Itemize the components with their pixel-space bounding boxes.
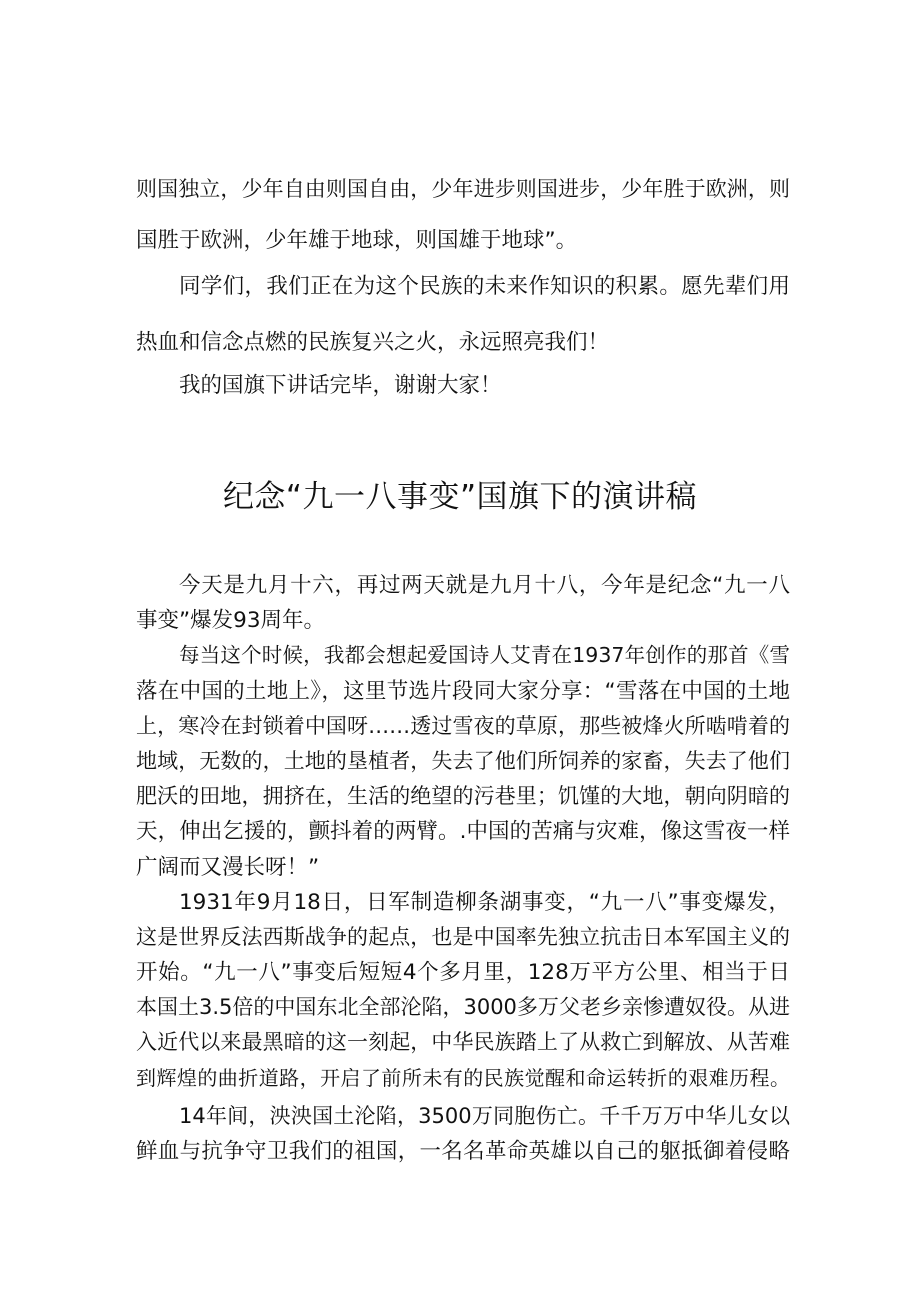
- text-line: 每当这个时候，我都会想起爱国诗人艾青在1937年创作的那首《雪: [179, 643, 790, 668]
- text-line: 到辉煌的曲折道路，开启了前所未有的民族觉醒和命运转折的艰难历程。: [136, 1065, 790, 1090]
- speech-body: [136, 568, 790, 1169]
- text-line: 则国独立，少年自由则国自由，少年进步则国进步，少年胜于欧洲，则: [136, 177, 790, 201]
- text-line: 这是世界反法西斯战争的起点，也是中国率先独立抗击日本军国主义的: [136, 924, 790, 949]
- intro-paragraph-1: [136, 170, 790, 274]
- text-line: 1931年9月18日，日军制造柳条湖事变，“九一八”事变爆发，: [179, 889, 790, 915]
- text-line: 国胜于欧洲，少年雄于地球，则国雄于地球”。: [136, 228, 578, 253]
- intro-paragraph-2: [136, 268, 790, 380]
- text-line: 14年间，泱泱国土沦陷，3500万同胞伤亡。千千万万中华儿女以: [179, 1103, 790, 1128]
- body-paragraph-3: [136, 885, 790, 1096]
- text-line: 本国土3.5倍的中国东北全部沦陷，3000多万父老乡亲惨遭奴役。从进: [136, 995, 790, 1020]
- body-paragraph-1: [136, 568, 790, 638]
- text-line: 落在中国的土地上》，这里节选片段同大家分享：“雪落在中国的土地: [136, 678, 790, 704]
- text-line: 鲜血与抗争守卫我们的祖国，一名名革命英雄以自己的躯抵御着侵略: [136, 1139, 790, 1164]
- text-line: 热血和信念点燃的民族复兴之火，永远照亮我们！: [136, 330, 610, 355]
- text-line: 肥沃的田地，拥挤在，生活的绝望的污巷里；饥馑的大地，朝向阴暗的: [136, 784, 790, 809]
- body-paragraph-2: [136, 638, 790, 884]
- text-line: 开始。“九一八”事变后短短4个多月里，128万平方公里、相当于日: [136, 960, 790, 986]
- text-line: 广阔而又漫长呀！”: [136, 854, 320, 880]
- intro-paragraph-3: [136, 367, 790, 407]
- speech-title: 纪念“九一八事变”国旗下的演讲稿: [222, 479, 698, 515]
- text-line: 今天是九月十六，再过两天就是九月十八，今年是纪念“九一八: [179, 573, 790, 598]
- text-line: 上，寒冷在封锁着中国呀……透过雪夜的草原，那些被烽火所啮啃着的: [136, 713, 790, 738]
- text-line: 事变”爆发93周年。: [136, 608, 325, 634]
- text-line: 天，伸出乞援的，颤抖着的两臂。.中国的苦痛与灾难，像这雪夜一样: [136, 819, 790, 845]
- text-line: 地域，无数的，土地的垦植者，失去了他们所饲养的家畜，失去了他们: [136, 748, 790, 773]
- body-paragraph-4: [136, 1099, 790, 1169]
- text-line: 我的国旗下讲话完毕，谢谢大家！: [179, 373, 502, 398]
- text-line: 同学们，我们正在为这个民族的未来作知识的积累。愿先辈们用: [179, 274, 790, 299]
- text-line: 入近代以来最黑暗的这一刻起，中华民族踏上了从救亡到解放、从苦难: [136, 1030, 790, 1055]
